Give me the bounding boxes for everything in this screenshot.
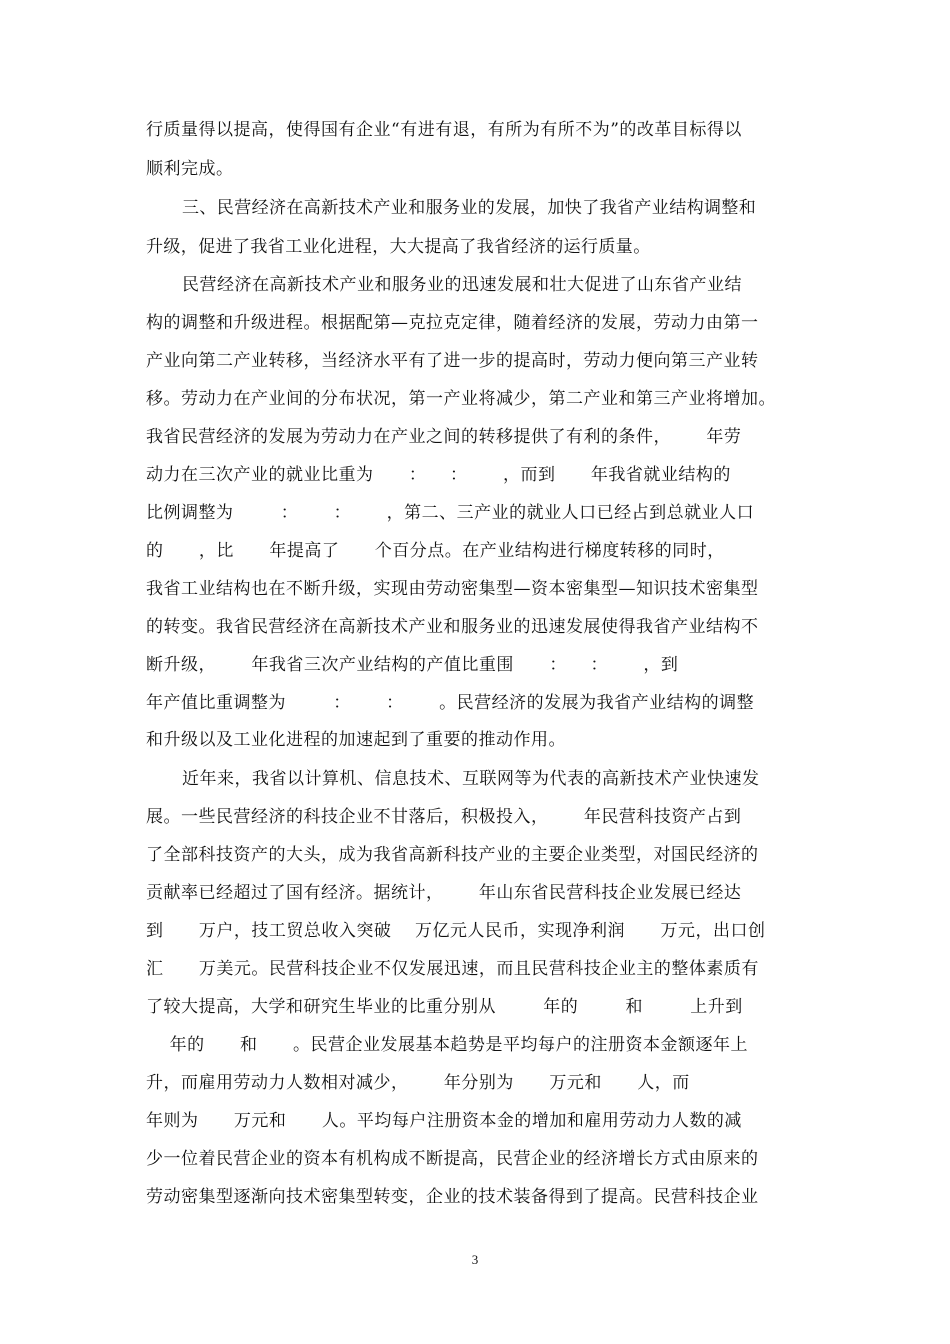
paragraph-line: 构的调整和升级进程。根据配第—克拉克定律，随着经济的发展，劳动力由第一 [146,313,759,333]
paragraph-line: 少一位着民营企业的资本有机构成不断提高，民营企业的经济增长方式由原来的 [146,1149,759,1169]
section-heading-line: 升级，促进了我省工业化进程，大大提高了我省经济的运行质量。 [146,237,651,257]
paragraph-line: 我省民营经济的发展为劳动力在产业之间的转移提供了有利的条件， 年劳 [146,427,742,447]
paragraph-line: 了全部科技资产的大头，成为我省高新科技产业的主要企业类型，对国民经济的 [146,845,759,865]
paragraph-line: 汇 万美元。民营科技企业不仅发展迅速，而且民营科技企业主的整体素质有 [146,959,759,979]
paragraph-line: 年产值比重调整为 ： ： 。民营经济的发展为我省产业结构的调整 [146,693,755,713]
section-heading-line: 三、民营经济在高新技术产业和服务业的发展，加快了我省产业结构调整和 [182,198,757,218]
paragraph-line: 产业向第二产业转移，当经济水平有了进一步的提高时，劳动力便向第三产业转 [146,351,759,371]
paragraph-line: 移。劳动力在产业间的分布状况，第一产业将减少，第二产业和第三产业将增加。 [146,389,776,409]
paragraph-line: 劳动密集型逐渐向技术密集型转变，企业的技术装备得到了提高。民营科技企业 [146,1187,759,1207]
paragraph-line: 行质量得以提高，使得国有企业“有进有退，有所为有所不为”的改革目标得以 [146,120,742,140]
paragraph-line: 断升级， 年我省三次产业结构的产值比重围 ： ： ，到 [146,655,679,675]
paragraph-line: 了较大提高，大学和研究生毕业的比重分别从 年的 和 上升到 [146,997,743,1017]
paragraph-line: 比例调整为 ： ： ，第二、三产业的就业人口已经占到总就业人口 [146,503,755,523]
paragraph-line: 年的 和 。民营企业发展基本趋势是平均每户的注册资本金额逐年上 [146,1035,748,1055]
paragraph-line: 民营经济在高新技术产业和服务业的迅速发展和壮大促进了山东省产业结 [182,275,742,295]
paragraph-line: 升，而雇用劳动力人数相对减少， 年分别为 万元和 人，而 [146,1073,690,1093]
paragraph-line: 贡献率已经超过了国有经济。据统计， 年山东省民营科技企业发展已经达 [146,883,742,903]
paragraph-line: 的转变。我省民营经济在高新技术产业和服务业的迅速发展使得我省产业结构不 [146,617,759,637]
paragraph-line: 顺利完成。 [146,159,234,179]
paragraph-line: 近年来，我省以计算机、信息技术、互联网等为代表的高新技术产业快速发 [182,769,760,789]
paragraph-line: 的 ，比 年提高了 个百分点。在产业结构进行梯度转移的同时， [146,541,725,561]
paragraph-line: 年则为 万元和 人。平均每户注册资本金的增加和雇用劳动力人数的减 [146,1111,742,1131]
paragraph-line: 和升级以及工业化进程的加速起到了重要的推动作用。 [146,730,566,750]
paragraph-line: 到 万户，技工贸总收入突破 万亿元人民币，实现净利润 万元，出口创 [146,921,766,941]
paragraph-line: 动力在三次产业的就业比重为 ： ： ，而到 年我省就业结构的 [146,465,731,485]
page-number: 3 [471,1252,479,1267]
paragraph-line: 展。一些民营经济的科技企业不甘落后，积极投入， 年民营科技资产占到 [146,807,742,827]
paragraph-line: 我省工业结构也在不断升级，实现由劳动密集型—资本密集型—知识技术密集型 [146,579,759,599]
